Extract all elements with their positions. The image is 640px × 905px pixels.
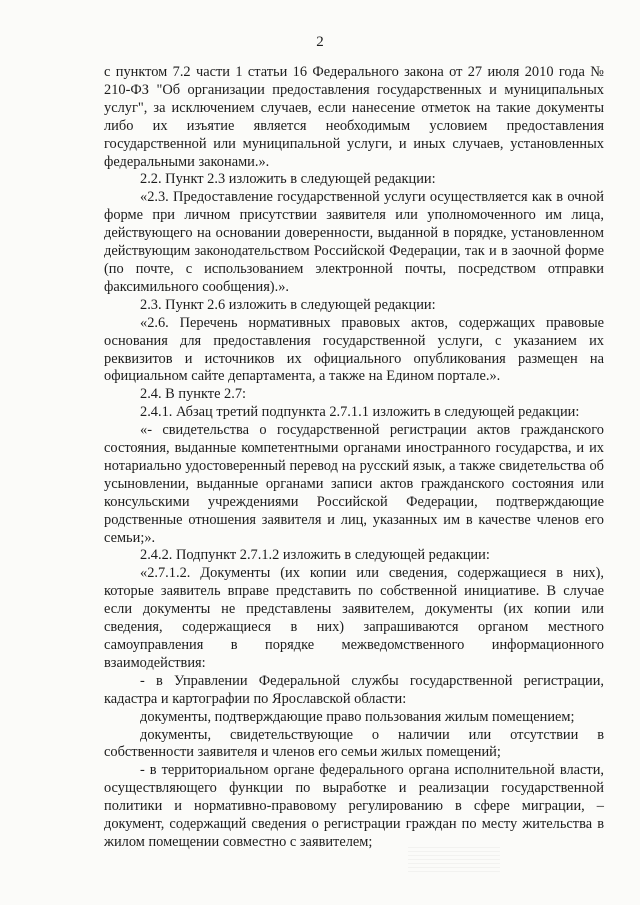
paragraph-rosreestr: - в Управлении Федеральной службы государственной регистрации, кадастра и картографии по Ярославской области:	[104, 672, 604, 707]
paragraph-housing-ownership: документы, свидетельствующие о наличии или отсутствии в собственности заявителя и членов его семьи жилых помещений;	[104, 726, 604, 761]
stamp-mark	[408, 846, 500, 872]
paragraph-quote-certificates: «- свидетельства о государственной регистрации актов гражданского состояния, выданные компетентными органами иностранного государства, и их нотариально удостоверенный перевод на русский язык, а также свидетельства об усыновлении, выданные органами записи актов гражданского состояния или консульскими учреждениями Российской Федерации, подтверждающие родственные отношения заявителя и лиц, указанных им в качестве членов его семьи;».	[104, 422, 604, 546]
document-body	[104, 64, 604, 852]
paragraph-quote-2-3: «2.3. Предоставление государственной услуги осуществляется как в очной форме при личном присутствии заявителя или уполномоченного им лица, действующего на основании доверенности, выданной в порядке, установленном действующим законодательством Российской Федерации, так и в заочной форме (по почте, с использованием электронной почты, посредством отправки факсимильного сообщения).».	[104, 189, 604, 295]
paragraph-migration: - в территориальном органе федерального органа исполнительной власти, осуществляющего функции по выработке и реализации государственной политики и нормативно-правовому регулированию в сфере миграции, – документ, содержащий сведения о регистрации граждан по месту жительства в жилом помещении совместно с заявителем;	[104, 762, 604, 850]
paragraph-item-2-4-2: 2.4.2. Подпункт 2.7.1.2 изложить в следующей редакции:	[140, 547, 490, 564]
paragraph-housing-right: документы, подтверждающие право пользования жилым помещением;	[140, 708, 575, 725]
paragraph-item-2-3: 2.3. Пункт 2.6 изложить в следующей редакции:	[140, 296, 436, 313]
paragraph-continuation: с пунктом 7.2 части 1 статьи 16 Федерального закона от 27 июля 2010 года № 210-ФЗ "Об организации предоставления государственных и муниципальных услуг", за исключением случаев, если нанесение отметок на такие документы либо их изъятие является необходимым условием предоставления государственной или муниципальной услуги, и иных случаев, установленных федеральными законами.».	[104, 64, 604, 170]
paragraph-quote-2-6: «2.6. Перечень нормативных правовых актов, содержащих правовые основания для предоставления государственной услуги, с указанием их реквизитов и источников их официального опубликования размещен на официальном сайте департамента, а также на Едином портале.».	[104, 314, 604, 385]
paragraph-item-2-4-1: 2.4.1. Абзац третий подпункта 2.7.1.1 изложить в следующей редакции:	[140, 404, 580, 421]
paragraph-item-2-2: 2.2. Пункт 2.3 изложить в следующей редакции:	[140, 171, 436, 188]
paragraph-quote-2-7-1-2: «2.7.1.2. Документы (их копии или сведения, содержащиеся в них), которые заявитель вправе представить по собственной инициативе. В случае если документы не представлены заявителем, документы (их копии или сведения, содержащиеся в них) запрашиваются органом местного самоуправления в порядке межведомственного информационного взаимодействия:	[104, 565, 604, 671]
paragraph-item-2-4: 2.4. В пункте 2.7:	[140, 386, 247, 403]
page-number: 2	[316, 34, 324, 50]
